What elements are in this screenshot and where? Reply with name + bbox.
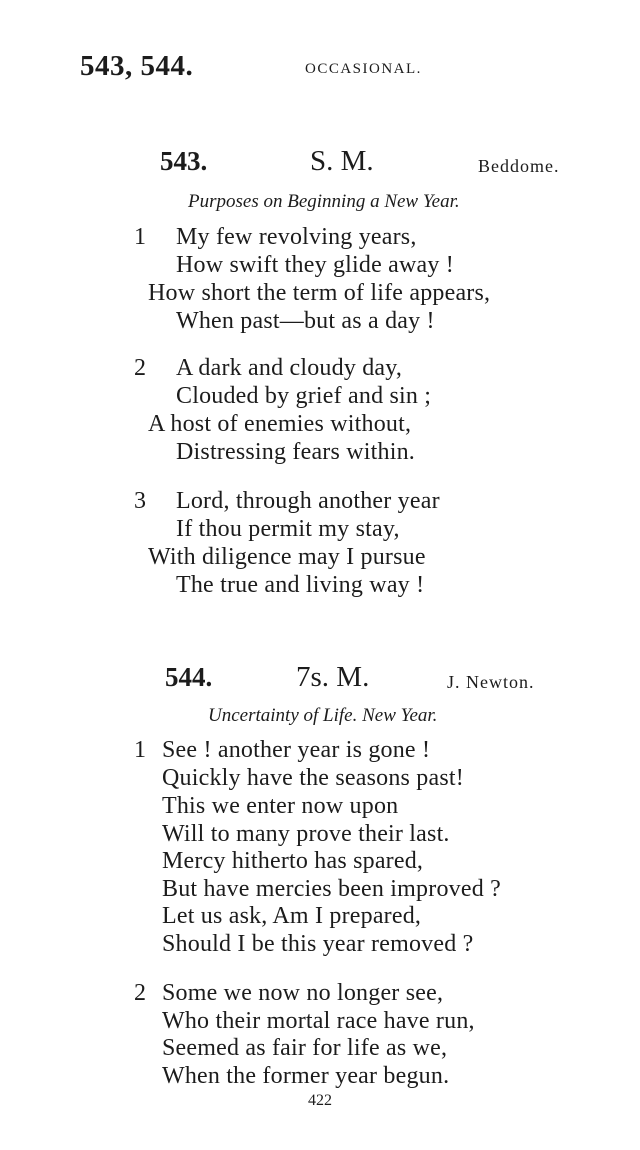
hymn-meter: 7s. M. <box>296 661 370 693</box>
hymn-title: Purposes on Beginning a New Year. <box>188 191 460 212</box>
verse-line: When past—but as a day ! <box>176 308 435 334</box>
verse-number: 1 <box>134 737 146 763</box>
verse-line: Who their mortal race have run, <box>162 1008 475 1034</box>
verse-line: See ! another year is gone ! <box>162 737 431 763</box>
verse-line: But have mercies been improved ? <box>162 876 501 902</box>
hymn-title: Uncertainty of Life. New Year. <box>208 705 438 726</box>
verse-number: 2 <box>134 355 146 381</box>
verse-line: Quickly have the seasons past! <box>162 765 464 791</box>
hymn-meter: S. M. <box>310 145 374 177</box>
verse-line: Clouded by grief and sin ; <box>176 383 432 409</box>
page-number: 422 <box>308 1092 332 1109</box>
verse-line: With diligence may I pursue <box>148 544 426 570</box>
verse-line: When the former year begun. <box>162 1063 450 1089</box>
verse-line: Distressing fears within. <box>176 439 415 465</box>
verse-number: 1 <box>134 224 146 250</box>
verse-line: Lord, through another year <box>176 488 440 514</box>
verse-line: Some we now no longer see, <box>162 980 444 1006</box>
verse-number: 2 <box>134 980 146 1006</box>
verse-line: Should I be this year removed ? <box>162 931 474 957</box>
hymn-number: 544. <box>165 662 213 692</box>
verse-line: A host of enemies without, <box>148 411 412 437</box>
verse-line: How swift they glide away ! <box>176 252 455 278</box>
running-head-hymn-numbers: 543, 544. <box>80 50 194 82</box>
verse-line: How short the term of life appears, <box>148 280 491 306</box>
verse-line: A dark and cloudy day, <box>176 355 403 381</box>
verse-number: 3 <box>134 488 146 514</box>
verse-line: My few revolving years, <box>176 224 417 250</box>
hymn-author: Beddome. <box>478 156 560 176</box>
hymn-number: 543. <box>160 146 208 176</box>
hymn-author: J. Newton. <box>447 672 535 692</box>
verse-line: The true and living way ! <box>176 572 425 598</box>
verse-line: This we enter now upon <box>162 793 399 819</box>
running-head-section: OCCASIONAL. <box>305 61 422 77</box>
verse-line: If thou permit my stay, <box>176 516 400 542</box>
verse-line: Will to many prove their last. <box>162 821 450 847</box>
verse-line: Mercy hitherto has spared, <box>162 848 424 874</box>
verse-line: Seemed as fair for life as we, <box>162 1035 448 1061</box>
verse-line: Let us ask, Am I prepared, <box>162 903 422 929</box>
